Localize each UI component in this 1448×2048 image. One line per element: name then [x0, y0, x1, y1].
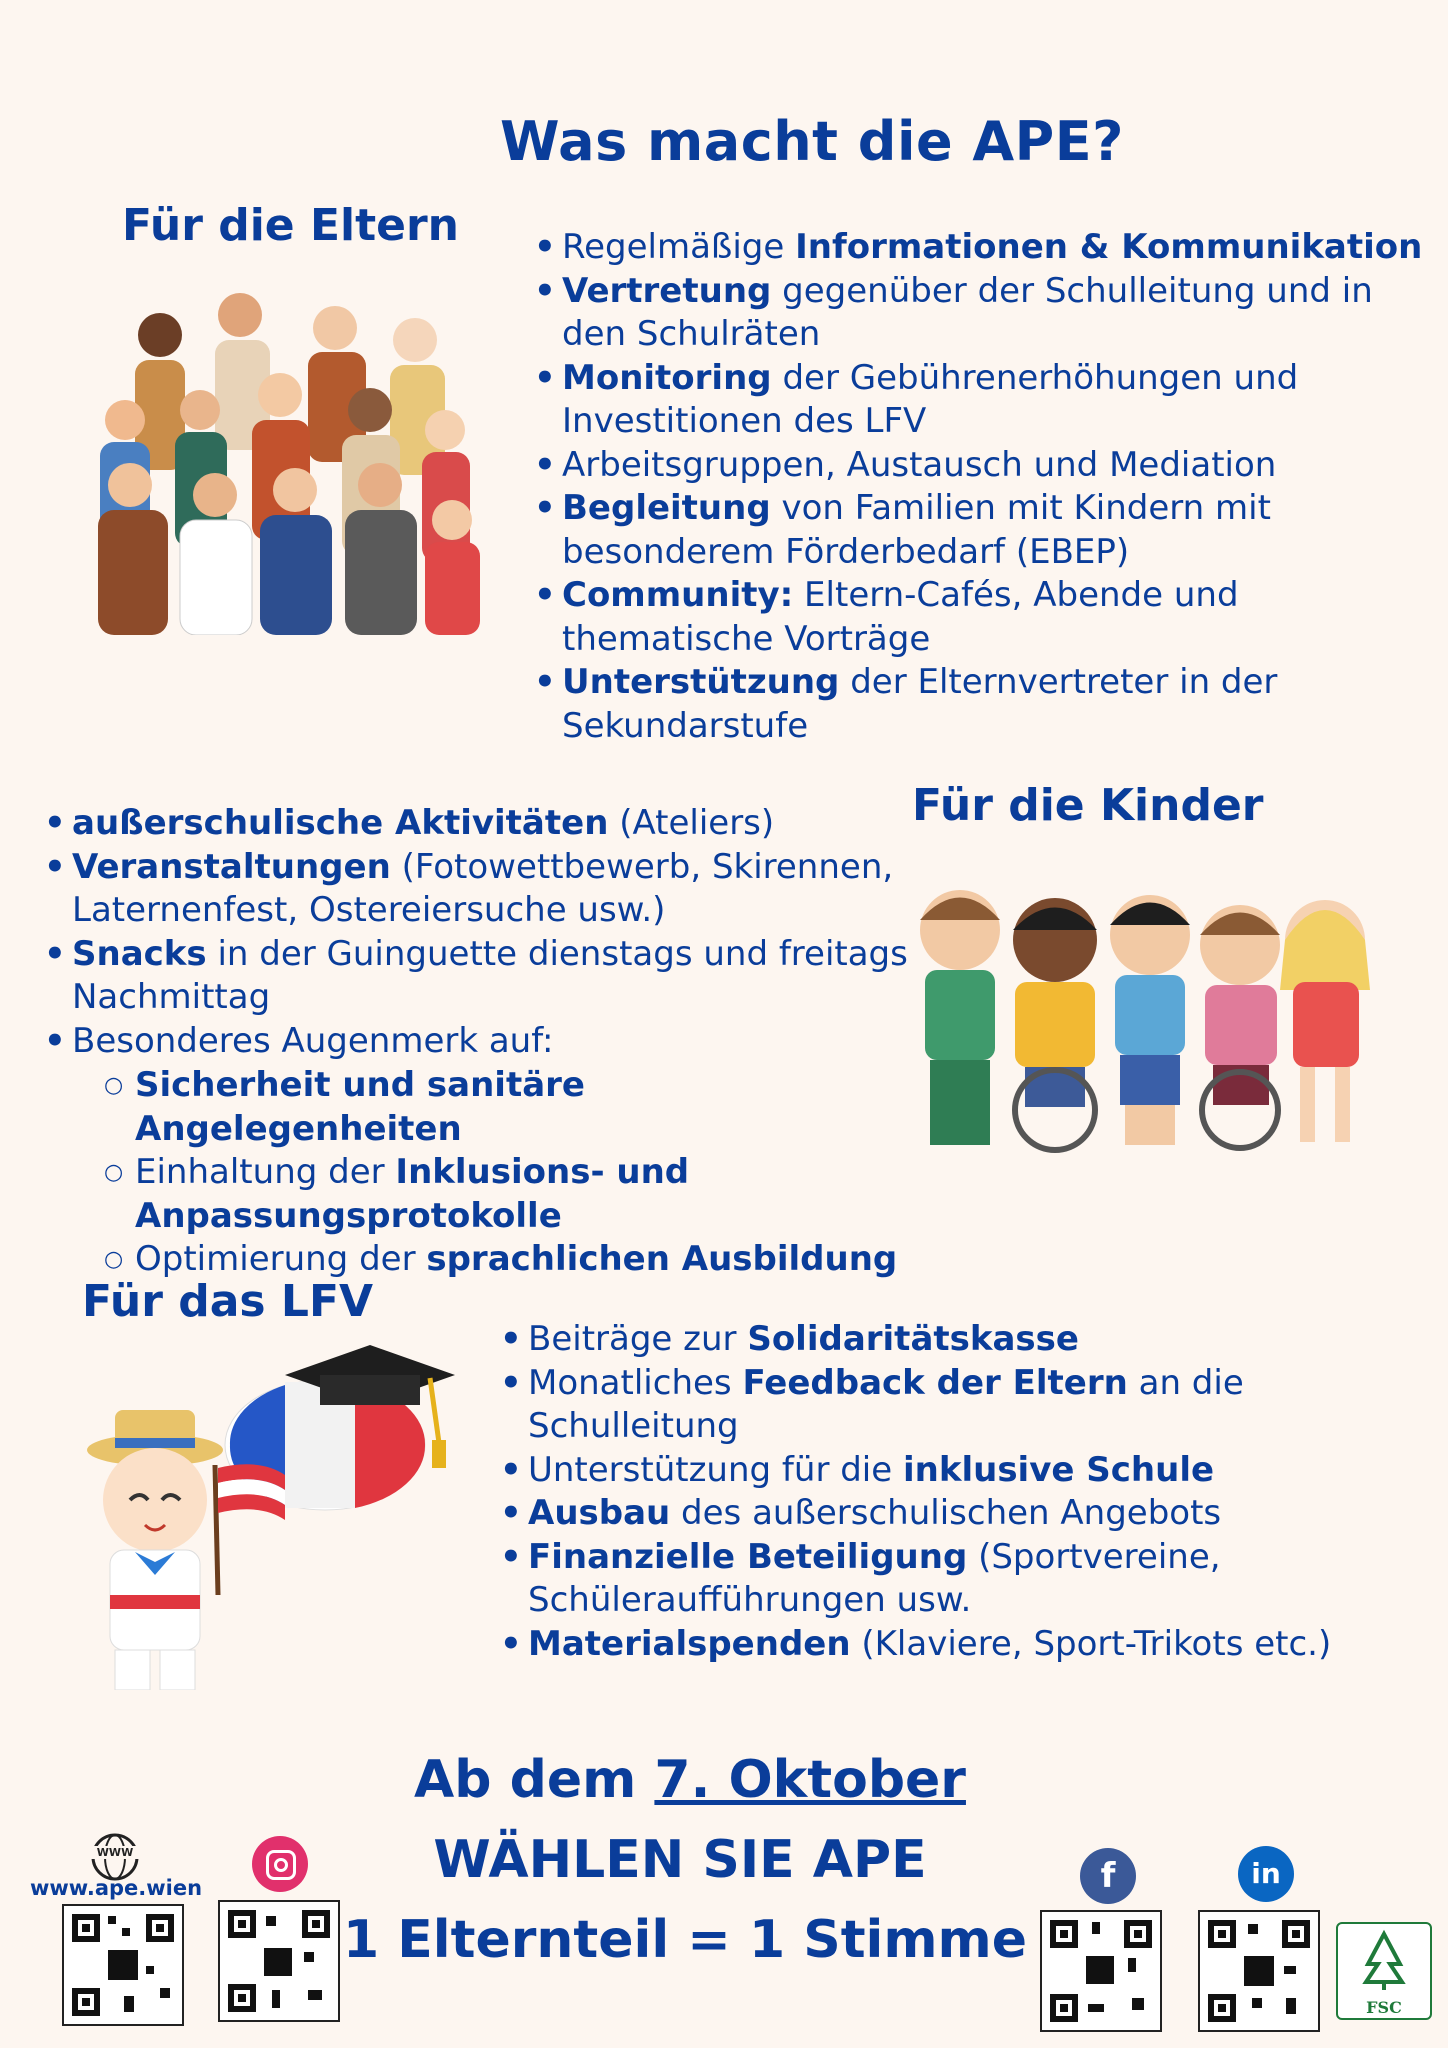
- qr-code-instagram[interactable]: [218, 1900, 340, 2022]
- list-item: • Unterstützung für die inklusive Schule: [496, 1449, 1436, 1493]
- qr-code-website[interactable]: [62, 1904, 184, 2026]
- eltern-list: [530, 226, 1430, 748]
- list-item: • Community: Eltern-Cafés, Abende und thematische Vorträge: [530, 574, 1430, 661]
- kinder-list: [40, 802, 920, 1063]
- instagram-icon[interactable]: [252, 1836, 308, 1892]
- list-item: • Snacks in der Guinguette dienstags und freitags Nachmittag: [40, 933, 920, 1020]
- fsc-logo: [1336, 1922, 1432, 2020]
- list-item: ○ Optimierung der sprachlichen Ausbildung: [40, 1238, 920, 1282]
- list-item: • Arbeitsgruppen, Austausch und Mediation: [530, 444, 1430, 488]
- children-group-illustration: [915, 870, 1375, 1160]
- list-item: • Ausbau des außerschulischen Angebots: [496, 1492, 1436, 1536]
- list-item: • Veranstaltungen (Fotowettbewerb, Skirennen, Laternenfest, Ostereiersuche usw.): [40, 846, 920, 933]
- election-date: 7. Oktober: [654, 1750, 966, 1810]
- austrian-flag: [215, 1464, 285, 1595]
- list-item: • Monitoring der Gebührenerhöhungen und Investitionen des LFV: [530, 357, 1430, 444]
- lfv-list: [496, 1318, 1436, 1666]
- kinder-sublist: [40, 1064, 920, 1282]
- list-item: • Materialspenden (Klaviere, Sport-Trikots etc.): [496, 1623, 1436, 1667]
- cta-date-line: Ab dem 7. Oktober: [414, 1750, 966, 1810]
- parents-group-illustration: [80, 290, 490, 635]
- tree-icon: [1338, 1924, 1430, 1994]
- lfv-illustration: [70, 1340, 470, 1690]
- website-link[interactable]: www.ape.wien: [30, 1876, 203, 1900]
- list-item: • Begleitung von Familien mit Kindern mit besonderem Förderbedarf (EBEP): [530, 487, 1430, 574]
- list-item: ○ Einhaltung der Inklusions- und Anpassungsprotokolle: [40, 1151, 920, 1238]
- qr-code-facebook[interactable]: [1040, 1910, 1162, 2032]
- www-label: WWW: [86, 1846, 144, 1859]
- list-item: • Vertretung gegenüber der Schulleitung und in den Schulräten: [530, 270, 1430, 357]
- instagram-lens: [274, 1858, 288, 1872]
- list-item: • Besonderes Augenmerk auf:: [40, 1020, 920, 1064]
- facebook-icon[interactable]: f: [1080, 1848, 1136, 1904]
- list-item: • Monatliches Feedback der Eltern an die Schulleitung: [496, 1362, 1436, 1449]
- list-item: ○ Sicherheit und sanitäre Angelegenheiten: [40, 1064, 920, 1151]
- list-item: • Finanzielle Beteiligung (Sportvereine, Schüleraufführungen usw.: [496, 1536, 1436, 1623]
- cta-vote-line: WÄHLEN SIE APE: [433, 1830, 927, 1890]
- list-item: • außerschulische Aktivitäten (Ateliers): [40, 802, 920, 846]
- qr-code-linkedin[interactable]: [1198, 1910, 1320, 2032]
- list-item: • Unterstützung der Elternvertreter in der Sekundarstufe: [530, 661, 1430, 748]
- qr-pattern: [64, 1906, 182, 2024]
- qr-pattern: [1200, 1912, 1318, 2030]
- section-heading-lfv: Für das LFV: [82, 1276, 374, 1327]
- list-item: • Beiträge zur Solidaritätskasse: [496, 1318, 1436, 1362]
- fsc-label: FSC: [1366, 1998, 1402, 2017]
- cta-vote-rule: 1 Elternteil = 1 Stimme: [342, 1910, 1028, 1970]
- linkedin-icon[interactable]: in: [1238, 1846, 1294, 1902]
- qr-pattern: [1042, 1912, 1160, 2030]
- qr-pattern: [220, 1902, 338, 2020]
- section-heading-eltern: Für die Eltern: [122, 200, 459, 251]
- section-heading-kinder: Für die Kinder: [912, 780, 1264, 831]
- page-title: Was macht die APE?: [500, 110, 1124, 173]
- list-item: • Regelmäßige Informationen & Kommunikation: [530, 226, 1430, 270]
